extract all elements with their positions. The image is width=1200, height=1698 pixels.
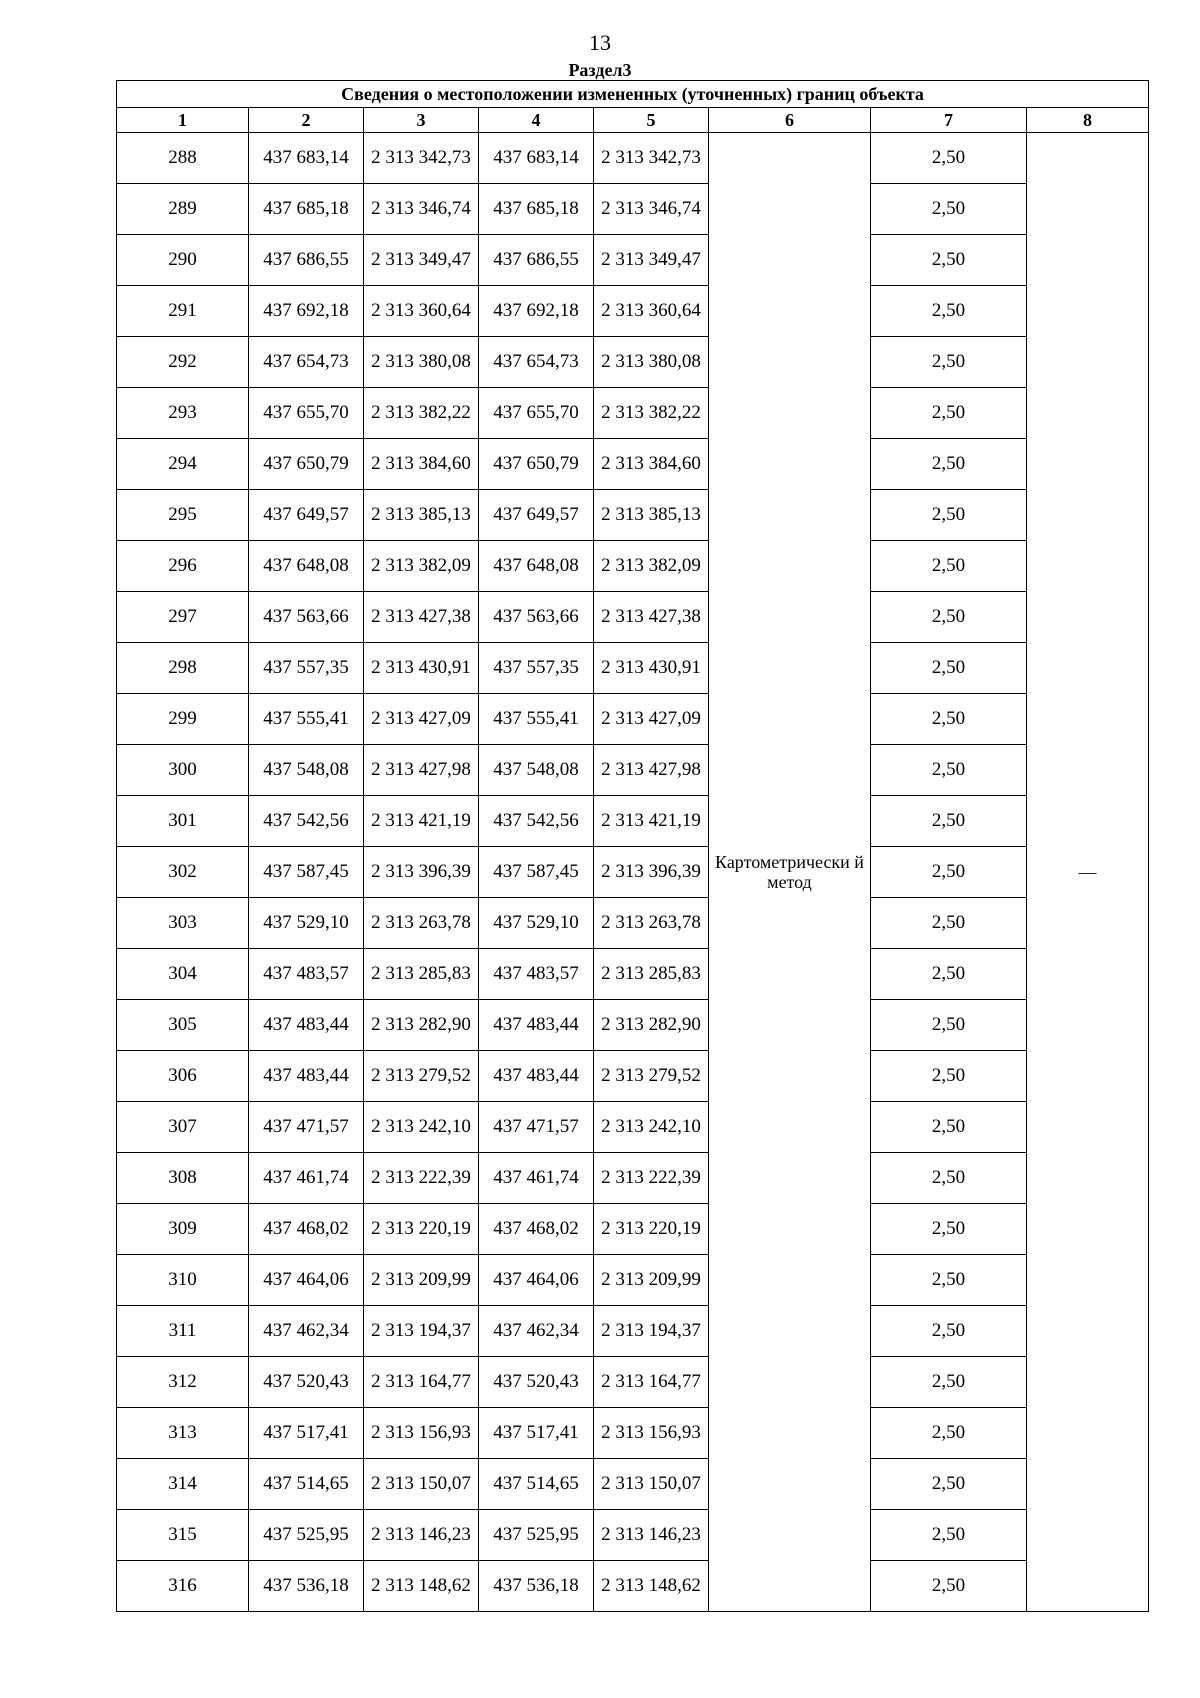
accuracy-cell: 2,50: [871, 694, 1027, 745]
table-cell: 437 536,18: [479, 1561, 594, 1612]
table-cell: 299: [117, 694, 249, 745]
table-cell: 437 649,57: [479, 490, 594, 541]
table-cell: 437 692,18: [249, 286, 364, 337]
table-cell: 2 313 220,19: [594, 1204, 709, 1255]
table-cell: 300: [117, 745, 249, 796]
accuracy-cell: 2,50: [871, 184, 1027, 235]
table-cell: 437 548,08: [249, 745, 364, 796]
accuracy-cell: 2,50: [871, 796, 1027, 847]
table-row: [117, 1204, 1149, 1255]
table-row: [117, 388, 1149, 439]
column8-cell: —: [1027, 133, 1149, 1612]
table-cell: 437 555,41: [479, 694, 594, 745]
accuracy-cell: 2,50: [871, 1153, 1027, 1204]
table-row: [117, 1102, 1149, 1153]
accuracy-cell: 2,50: [871, 490, 1027, 541]
table-caption: Сведения о местоположении измененных (уточненных) границ объекта: [117, 81, 1149, 108]
table-cell: 437 654,73: [479, 337, 594, 388]
table-cell: 2 313 282,90: [594, 1000, 709, 1051]
table-cell: 302: [117, 847, 249, 898]
table-cell: 2 313 427,98: [364, 745, 479, 796]
table-cell: 2 313 222,39: [594, 1153, 709, 1204]
table-cell: 437 471,57: [249, 1102, 364, 1153]
table-cell: 289: [117, 184, 249, 235]
table-cell: 2 313 220,19: [364, 1204, 479, 1255]
table-cell: 437 648,08: [479, 541, 594, 592]
table-cell: 301: [117, 796, 249, 847]
table-cell: 312: [117, 1357, 249, 1408]
table-cell: 314: [117, 1459, 249, 1510]
accuracy-cell: 2,50: [871, 541, 1027, 592]
table-cell: 2 313 148,62: [364, 1561, 479, 1612]
table-row: [117, 235, 1149, 286]
table-cell: 437 563,66: [249, 592, 364, 643]
table-cell: 437 462,34: [249, 1306, 364, 1357]
table-cell: 290: [117, 235, 249, 286]
page-number: 13: [589, 30, 611, 55]
table-cell: 2 313 427,38: [364, 592, 479, 643]
table-row: [117, 184, 1149, 235]
table-cell: 2 313 396,39: [594, 847, 709, 898]
table-row: [117, 1510, 1149, 1561]
table-cell: 2 313 263,78: [594, 898, 709, 949]
table-cell: 2 313 156,93: [594, 1408, 709, 1459]
table-cell: 2 313 222,39: [364, 1153, 479, 1204]
accuracy-cell: 2,50: [871, 1255, 1027, 1306]
accuracy-cell: 2,50: [871, 592, 1027, 643]
table-row: [117, 898, 1149, 949]
accuracy-cell: 2,50: [871, 1510, 1027, 1561]
table-cell: 2 313 342,73: [364, 133, 479, 184]
table-cell: 437 461,74: [479, 1153, 594, 1204]
table-cell: 2 313 427,98: [594, 745, 709, 796]
table-cell: 2 313 349,47: [594, 235, 709, 286]
column-number: 2: [249, 108, 364, 133]
accuracy-cell: 2,50: [871, 847, 1027, 898]
table-cell: 437 483,57: [249, 949, 364, 1000]
table-cell: 2 313 285,83: [364, 949, 479, 1000]
table-cell: 437 514,65: [479, 1459, 594, 1510]
table-cell: 2 313 263,78: [364, 898, 479, 949]
table-cell: 437 548,08: [479, 745, 594, 796]
table-cell: 437 692,18: [479, 286, 594, 337]
accuracy-cell: 2,50: [871, 643, 1027, 694]
table-cell: 437 654,73: [249, 337, 364, 388]
table-cell: 304: [117, 949, 249, 1000]
table-cell: 2 313 285,83: [594, 949, 709, 1000]
table-cell: 437 536,18: [249, 1561, 364, 1612]
table-cell: 2 313 156,93: [364, 1408, 479, 1459]
table-cell: 437 461,74: [249, 1153, 364, 1204]
table-cell: 288: [117, 133, 249, 184]
accuracy-cell: 2,50: [871, 286, 1027, 337]
table-row: [117, 745, 1149, 796]
table-row: [117, 133, 1149, 184]
table-row: [117, 541, 1149, 592]
column-number: 4: [479, 108, 594, 133]
table-cell: 2 313 342,73: [594, 133, 709, 184]
table-cell: 2 313 209,99: [364, 1255, 479, 1306]
table-cell: 296: [117, 541, 249, 592]
table-cell: 2 313 427,09: [594, 694, 709, 745]
table-cell: 437 483,44: [479, 1051, 594, 1102]
table-cell: 2 313 242,10: [594, 1102, 709, 1153]
table-cell: 437 683,14: [479, 133, 594, 184]
table-cell: 2 313 194,37: [594, 1306, 709, 1357]
accuracy-cell: 2,50: [871, 1051, 1027, 1102]
table-cell: 2 313 430,91: [594, 643, 709, 694]
table-cell: 437 563,66: [479, 592, 594, 643]
table-cell: 437 557,35: [249, 643, 364, 694]
table-cell: 2 313 360,64: [364, 286, 479, 337]
table-cell: 437 483,57: [479, 949, 594, 1000]
accuracy-cell: 2,50: [871, 1102, 1027, 1153]
table-cell: 307: [117, 1102, 249, 1153]
table-cell: 437 542,56: [479, 796, 594, 847]
table-cell: 437 464,06: [479, 1255, 594, 1306]
table-cell: 437 683,14: [249, 133, 364, 184]
table-cell: 437 587,45: [249, 847, 364, 898]
table-row: [117, 1051, 1149, 1102]
table-cell: 437 685,18: [479, 184, 594, 235]
table-cell: 437 649,57: [249, 490, 364, 541]
column-number: 8: [1027, 108, 1149, 133]
table-cell: 2 313 279,52: [364, 1051, 479, 1102]
accuracy-cell: 2,50: [871, 1204, 1027, 1255]
table-cell: 2 313 360,64: [594, 286, 709, 337]
table-cell: 437 655,70: [249, 388, 364, 439]
table-row: [117, 643, 1149, 694]
table-row: [117, 949, 1149, 1000]
accuracy-cell: 2,50: [871, 1561, 1027, 1612]
accuracy-cell: 2,50: [871, 898, 1027, 949]
table-cell: 437 529,10: [249, 898, 364, 949]
table-cell: 297: [117, 592, 249, 643]
table-row: [117, 1561, 1149, 1612]
table-cell: 2 313 396,39: [364, 847, 479, 898]
table-row: [117, 694, 1149, 745]
table-cell: 2 313 164,77: [594, 1357, 709, 1408]
table-row: [117, 1408, 1149, 1459]
table-cell: 437 520,43: [249, 1357, 364, 1408]
table-cell: 437 464,06: [249, 1255, 364, 1306]
table-cell: 437 542,56: [249, 796, 364, 847]
table-cell: 316: [117, 1561, 249, 1612]
accuracy-cell: 2,50: [871, 388, 1027, 439]
table-cell: 2 313 146,23: [594, 1510, 709, 1561]
table-cell: 2 313 242,10: [364, 1102, 479, 1153]
table-cell: 2 313 384,60: [364, 439, 479, 490]
table-cell: 306: [117, 1051, 249, 1102]
column-number: 5: [594, 108, 709, 133]
accuracy-cell: 2,50: [871, 1408, 1027, 1459]
table-cell: 2 313 282,90: [364, 1000, 479, 1051]
table-cell: 2 313 164,77: [364, 1357, 479, 1408]
table-cell: 294: [117, 439, 249, 490]
table-cell: 303: [117, 898, 249, 949]
table-cell: 2 313 382,09: [364, 541, 479, 592]
table-row: [117, 1357, 1149, 1408]
table-cell: 437 650,79: [479, 439, 594, 490]
column-number-row: [117, 108, 1149, 133]
table-cell: 2 313 150,07: [594, 1459, 709, 1510]
table-cell: 293: [117, 388, 249, 439]
accuracy-cell: 2,50: [871, 1306, 1027, 1357]
accuracy-cell: 2,50: [871, 337, 1027, 388]
table-cell: 2 313 427,09: [364, 694, 479, 745]
accuracy-cell: 2,50: [871, 949, 1027, 1000]
table-cell: 2 313 384,60: [594, 439, 709, 490]
table-cell: 437 525,95: [479, 1510, 594, 1561]
table-cell: 437 686,55: [249, 235, 364, 286]
table-cell: 298: [117, 643, 249, 694]
table-row: [117, 1153, 1149, 1204]
column-number: 7: [871, 108, 1027, 133]
table-cell: 437 650,79: [249, 439, 364, 490]
table-cell: 2 313 346,74: [364, 184, 479, 235]
table-cell: 437 685,18: [249, 184, 364, 235]
accuracy-cell: 2,50: [871, 745, 1027, 796]
table-cell: 437 587,45: [479, 847, 594, 898]
table-cell: 2 313 421,19: [594, 796, 709, 847]
table-row: [117, 1255, 1149, 1306]
table-cell: 310: [117, 1255, 249, 1306]
table-cell: 2 313 150,07: [364, 1459, 479, 1510]
table-cell: 2 313 148,62: [594, 1561, 709, 1612]
accuracy-cell: 2,50: [871, 235, 1027, 286]
table-cell: 2 313 427,38: [594, 592, 709, 643]
table-cell: 2 313 382,22: [364, 388, 479, 439]
table-row: [117, 796, 1149, 847]
table-cell: 305: [117, 1000, 249, 1051]
table-cell: 2 313 349,47: [364, 235, 479, 286]
column-number: 1: [117, 108, 249, 133]
table-cell: 2 313 430,91: [364, 643, 479, 694]
table-cell: 2 313 385,13: [364, 490, 479, 541]
table-cell: 437 555,41: [249, 694, 364, 745]
table-cell: 437 686,55: [479, 235, 594, 286]
table-cell: 2 313 380,08: [594, 337, 709, 388]
table-row: [117, 439, 1149, 490]
accuracy-cell: 2,50: [871, 1357, 1027, 1408]
table-cell: 437 468,02: [479, 1204, 594, 1255]
accuracy-cell: 2,50: [871, 439, 1027, 490]
table-cell: 437 471,57: [479, 1102, 594, 1153]
accuracy-cell: 2,50: [871, 133, 1027, 184]
column-number: 3: [364, 108, 479, 133]
table-cell: 309: [117, 1204, 249, 1255]
table-cell: 437 648,08: [249, 541, 364, 592]
table-row: [117, 337, 1149, 388]
table-cell: 437 468,02: [249, 1204, 364, 1255]
table-cell: 437 655,70: [479, 388, 594, 439]
table-cell: 2 313 209,99: [594, 1255, 709, 1306]
table-cell: 2 313 194,37: [364, 1306, 479, 1357]
table-cell: 313: [117, 1408, 249, 1459]
table-row: [117, 1306, 1149, 1357]
table-cell: 437 517,41: [479, 1408, 594, 1459]
column-number: 6: [709, 108, 871, 133]
table-row: [117, 592, 1149, 643]
accuracy-cell: 2,50: [871, 1000, 1027, 1051]
table-cell: 295: [117, 490, 249, 541]
table-cell: 308: [117, 1153, 249, 1204]
table-cell: 292: [117, 337, 249, 388]
method-cell: Картометрически й метод: [709, 133, 871, 1612]
table-row: [117, 1000, 1149, 1051]
table-row: [117, 847, 1149, 898]
table-row: [117, 490, 1149, 541]
table-cell: 437 529,10: [479, 898, 594, 949]
table-row: [117, 286, 1149, 337]
table-cell: 2 313 382,09: [594, 541, 709, 592]
accuracy-cell: 2,50: [871, 1459, 1027, 1510]
table-cell: 437 483,44: [249, 1051, 364, 1102]
table-cell: 2 313 382,22: [594, 388, 709, 439]
table-cell: 437 520,43: [479, 1357, 594, 1408]
table-cell: 2 313 380,08: [364, 337, 479, 388]
table-body: [117, 133, 1149, 1612]
table-cell: 2 313 146,23: [364, 1510, 479, 1561]
table-cell: 315: [117, 1510, 249, 1561]
section-label: Раздел3: [568, 60, 632, 80]
table-cell: 437 483,44: [249, 1000, 364, 1051]
boundary-coordinates-table: [116, 80, 1149, 1612]
table-cell: 2 313 279,52: [594, 1051, 709, 1102]
table-cell: 437 462,34: [479, 1306, 594, 1357]
table-cell: 291: [117, 286, 249, 337]
table-cell: 437 514,65: [249, 1459, 364, 1510]
table-cell: 437 517,41: [249, 1408, 364, 1459]
table-row: [117, 1459, 1149, 1510]
table-cell: 2 313 385,13: [594, 490, 709, 541]
table-cell: 437 557,35: [479, 643, 594, 694]
table-cell: 2 313 421,19: [364, 796, 479, 847]
table-cell: 2 313 346,74: [594, 184, 709, 235]
table-cell: 437 525,95: [249, 1510, 364, 1561]
table-cell: 311: [117, 1306, 249, 1357]
table-cell: 437 483,44: [479, 1000, 594, 1051]
